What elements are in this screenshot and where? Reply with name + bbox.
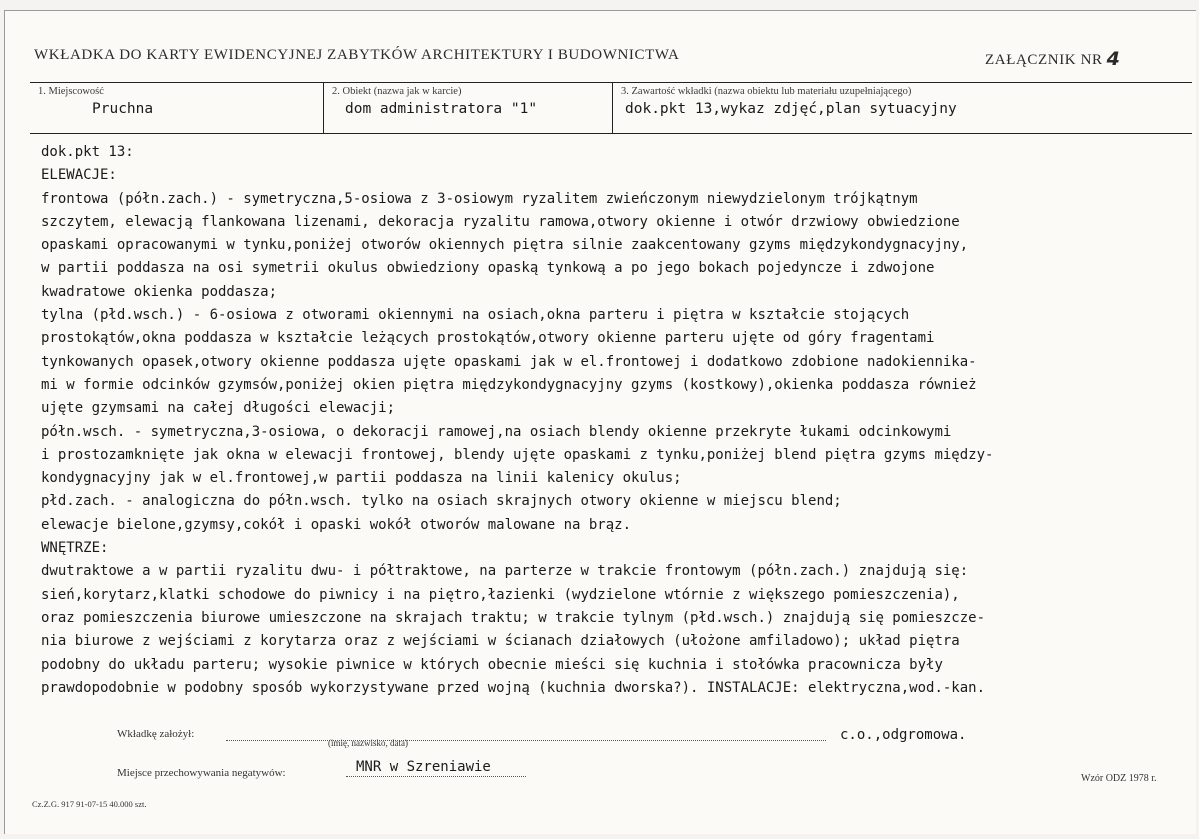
- typed-line: dok.pkt 13:: [41, 144, 134, 160]
- typed-line: dwutraktowe a w partii ryzalitu dwu- i półtraktowe, na parterze w trakcie frontowym (półn.zach.) znajdują się:: [41, 563, 969, 580]
- typed-line: podobny do układu parteru; wysokie piwnice w których obecnie mieści się kuchnia i stołówka pracownicza były: [41, 656, 943, 673]
- typed-line: sień,korytarz,klatki schodowe do piwnicy i na piętro,łazienki (wydzielone wtórnie z większego pomieszczenia),: [41, 586, 960, 603]
- typed-line: ujęte gzymsami na całej długości elewacji;: [41, 400, 396, 417]
- typed-line: płd.zach. - analogiczna do półn.wsch. tylko na osiach skrajnych otwory okienne w miejscu blend;: [41, 493, 842, 510]
- form-title: WKŁADKA DO KARTY EWIDENCYJNEJ ZABYTKÓW ARCHITEKTURY I BUDOWNICTWA: [34, 47, 680, 63]
- typed-line: szczytem, elewacją flankowana lizenami, dekoracja ryzalitu ramowa,otwory okienne i otwór drzwiowy obwiedzione: [41, 213, 960, 230]
- field-contents: [612, 83, 1193, 133]
- typed-line: prawdopodobnie w podobny sposób wykorzystywane przed wojną (kuchnia dworska?). INSTALACJE: elektryczna,wod.-kan.: [41, 679, 986, 696]
- typed-line: tylna (płd.wsch.) - 6-osiowa z otworami okiennymi na osiach,okna parteru i piętra w kształcie stojących: [41, 307, 910, 324]
- field-object-value: dom administratora "1": [345, 101, 538, 117]
- field-contents-value: dok.pkt 13,wykaz zdjęć,plan sytuacyjny: [625, 101, 957, 117]
- typed-line: prostokątów,okna poddasza w kształcie leżących prostokątów,otwory okienne parteru ujęte od góry fragentami: [41, 330, 935, 347]
- typed-line: ELEWACJE:: [41, 167, 117, 184]
- inserted-by-line: [226, 740, 826, 741]
- field-locality-label: 1. Miejscowość: [38, 86, 104, 97]
- typed-line: półn.wsch. - symetryczna,3-osiowa, o dekoracji ramowej,na osiach blendy okienne przekryte łukami odcinkowymi: [41, 423, 952, 440]
- typed-line: oraz pomieszczenia biurowe umieszczone na skrajach traktu; w trakcie tylnym (płd.wsch.) znajdują się pomieszcze-: [41, 609, 986, 626]
- typed-line: elewacje bielone,gzymsy,cokół i opaski wokół otworów malowane na brąz.: [41, 516, 632, 533]
- storage-value: MNR w Szreniawie: [356, 759, 491, 775]
- inserted-by-hint: (imię, nazwisko, data): [328, 738, 408, 748]
- typed-line: kwadratowe okienka poddasza;: [41, 283, 278, 300]
- typed-line: i prostozamknięte jak okna w elewacji frontowej, blendy ujęte opaskami z tynku,poniżej blend piętra gzyms między-: [41, 446, 994, 463]
- annex-label: [985, 47, 1120, 69]
- inserted-by-label: Wkładkę założył:: [117, 728, 195, 740]
- field-object-label: 2. Obiekt (nazwa jak w karcie): [332, 86, 462, 97]
- form-id: Wzór ODZ 1978 r.: [1081, 773, 1157, 784]
- typed-line: mi w formie odcinków gzymsów,poniżej okien piętra międzykondygnacyjny gzyms (kostkowy),okienka poddasza również: [41, 376, 977, 393]
- field-locality: [30, 83, 322, 133]
- typed-line: kondygnacyjny jak w el.frontowej,w partii poddasza na linii kalenicy okulus;: [41, 470, 682, 487]
- typed-description: [41, 141, 1191, 700]
- field-object: [323, 83, 612, 133]
- field-locality-value: Pruchna: [92, 101, 154, 117]
- typed-line: tynkowanych opasek,otwory okienne poddasza ujęte opaskami jak w el.frontowej i dodatkowo zdobione nadokiennika-: [41, 353, 977, 370]
- typed-line: nia biurowe z wejściami z korytarza oraz z wejściami w ścianach działowych (ułożone amfiladowo); układ piętra: [41, 633, 960, 650]
- typed-line: w partii poddasza na osi symetrii okulus obwiedziony opaską tynkową a po jego bokach pojedyncze i zdwojone: [41, 260, 935, 277]
- print-info: Cz.Z.G. 917 91-07-15 40.000 szt.: [32, 799, 147, 809]
- annex-number: 4: [1106, 48, 1121, 70]
- typed-line: frontowa (półn.zach.) - symetryczna,5-osiowa z 3-osiowym ryzalitem zwieńczonym niewydzielonym trójkątnym: [41, 190, 918, 207]
- annex-label-text: ZAŁĄCZNIK NR: [985, 52, 1103, 68]
- typed-line: opaskami opracowanymi w tynku,poniżej otworów okiennych piętra silnie zaakcentowany gzyms międzykondygnacyjny,: [41, 237, 969, 254]
- field-contents-label: 3. Zawartość wkładki (nazwa obiektu lub materiału uzupełniającego): [621, 86, 912, 97]
- storage-label: Miejsce przechowywania negatywów:: [117, 767, 286, 779]
- storage-line: [346, 776, 526, 777]
- installations-continued: c.o.,odgromowa.: [840, 727, 967, 743]
- header-fields: [30, 82, 1192, 134]
- typed-line: WNĘTRZE:: [41, 540, 109, 557]
